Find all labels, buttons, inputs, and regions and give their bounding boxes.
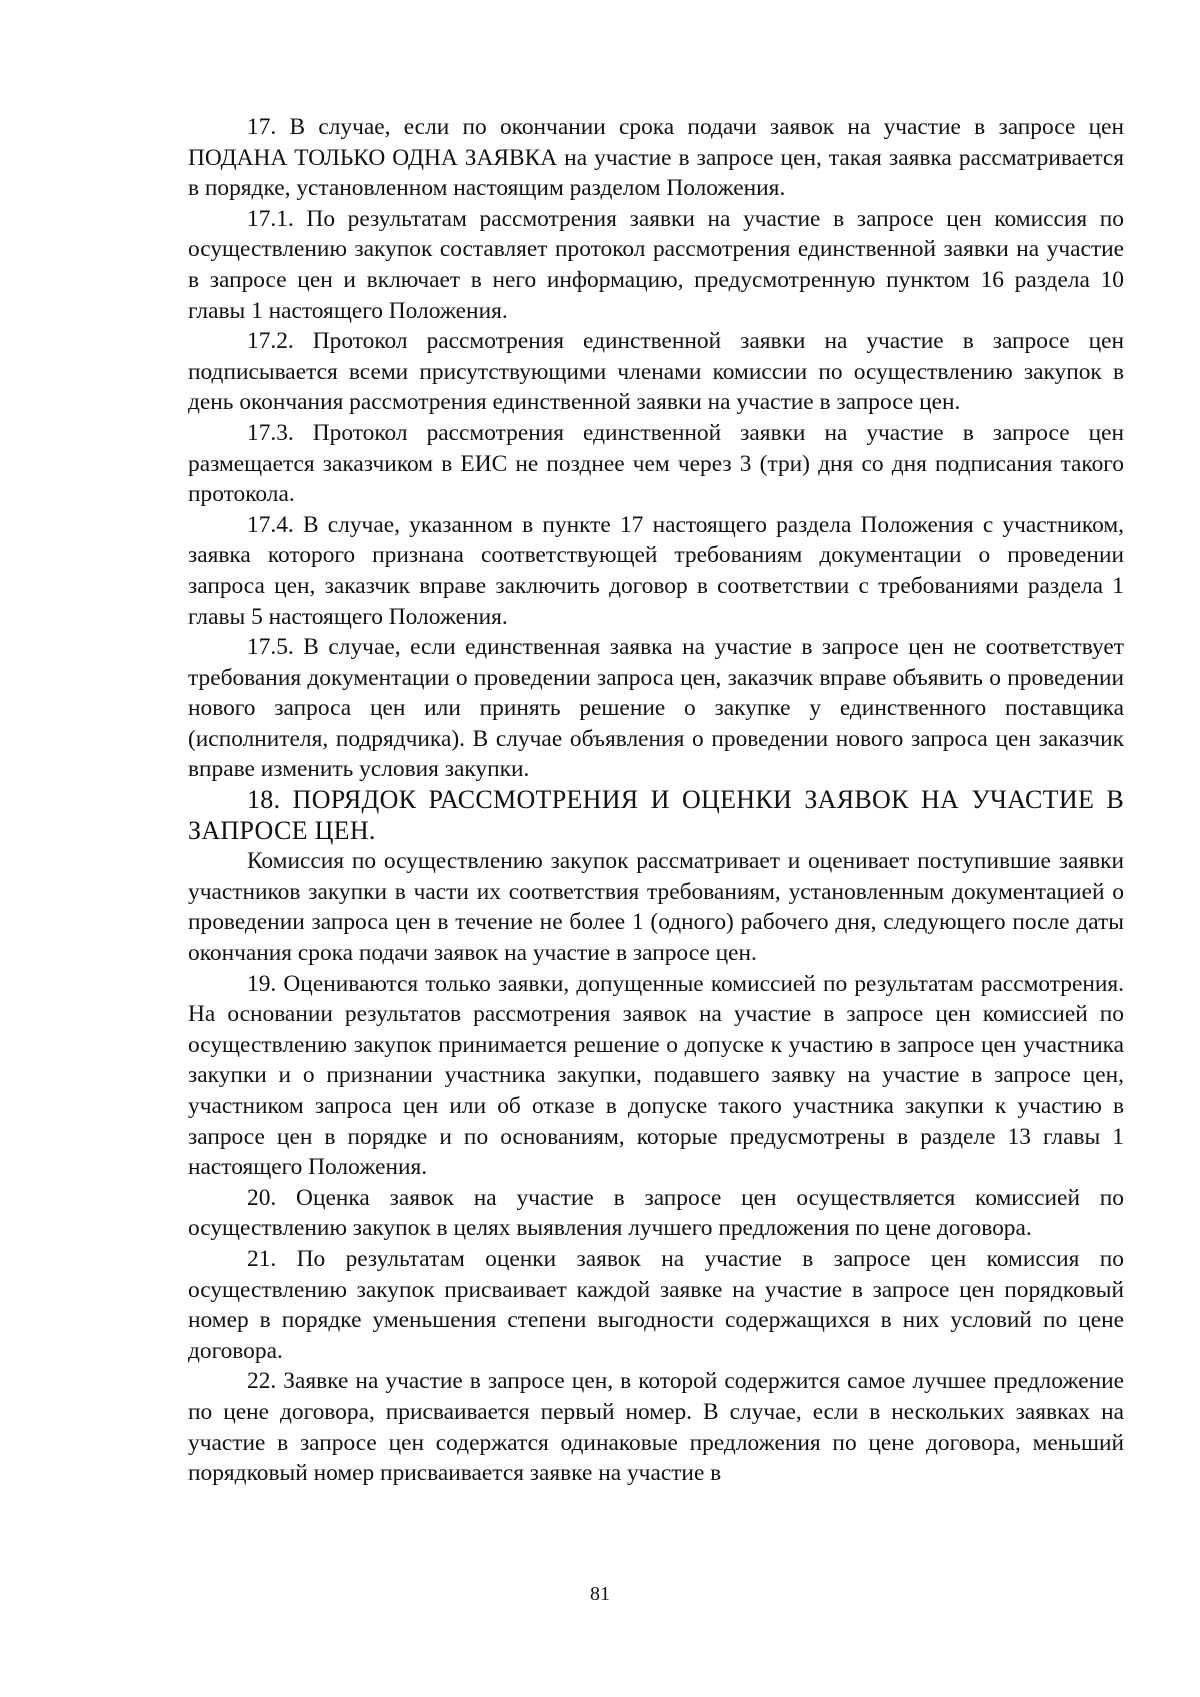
page-number: 81	[590, 1583, 610, 1605]
paragraph-19: 19. Оцениваются только заявки, допущенные комиссией по результатам рассмотрения. На основании результатов рассмотрения заявок на участие в запросе цен комиссией по осуществлению закупок принимается решение о допуске к участию в запросе цен участника закупки и о признании участника закупки, подавшего заявку на участие в запросе цен, участником запроса цен или об отказе в допуске такого участника закупки к участию в запросе цен в порядке и по основаниям, которые предусмотрены в разделе 13 главы 1 настоящего Положения.	[188, 970, 1124, 1181]
document-page	[188, 112, 1124, 1489]
paragraph-22: 22. Заявке на участие в запросе цен, в которой содержится самое лучшее предложение по цене договора, присваивается первый номер. В случае, если в нескольких заявках на участие в запросе цен содержатся одинаковые предложения по цене договора, меньший порядковый номер присваивается заявке на участие в	[188, 1368, 1124, 1487]
paragraph-17-3: 17.3. Протокол рассмотрения единственной заявки на участие в запросе цен размещается заказчиком в ЕИС не позднее чем через 3 (три) дня со дня подписания такого протокола.	[188, 419, 1124, 508]
paragraph-17-2: 17.2. Протокол рассмотрения единственной заявки на участие в запросе цен подписывается всеми присутствующими членами комиссии по осуществлению закупок в день окончания рассмотрения единственной заявки на участие в запросе цен.	[188, 328, 1124, 416]
paragraph-17-4: 17.4. В случае, указанном в пункте 17 настоящего раздела Положения с участником, заявка которого признана соответствующей требованиям документации о проведении запроса цен, заказчик вправе заключить договор в соответствии с требованиями раздела 1 главы 5 настоящего Положения.	[188, 511, 1124, 630]
paragraph-17-1: 17.1. По результатам рассмотрения заявки на участие в запросе цен комиссия по осуществлению закупок составляет протокол рассмотрения единственной заявки на участие в запросе цен и включает в него информацию, предусмотренную пунктом 16 раздела 10 главы 1 настоящего Положения.	[188, 205, 1124, 324]
paragraph-21: 21. По результатам оценки заявок на участие в запросе цен комиссия по осуществлению закупок присваивает каждой заявке на участие в запросе цен порядковый номер в порядке уменьшения степени выгодности содержащихся в них условий по цене договора.	[188, 1245, 1124, 1364]
paragraph-20: 20. Оценка заявок на участие в запросе цен осуществляется комиссией по осуществлению закупок в целях выявления лучшего предложения по цене договора.	[188, 1184, 1124, 1242]
paragraph-17: 17. В случае, если по окончании срока подачи заявок на участие в запросе цен ПОДАНА ТОЛЬКО ОДНА ЗАЯВКА на участие в запросе цен, такая заявка рассматривается в порядке, установленном настоящим разделом Положения.	[188, 114, 1124, 202]
paragraph-17-5: 17.5. В случае, если единственная заявка на участие в запросе цен не соответствует требования документации о проведении запроса цен, заказчик вправе объявить о проведении нового запроса цен или принять решение о закупке у единственного поставщика (исполнителя, подрядчика). В случае объявления о проведении нового запроса цен заказчик вправе изменить условия закупки.	[188, 634, 1124, 783]
section-heading-18: 18. ПОРЯДОК РАССМОТРЕНИЯ И ОЦЕНКИ ЗАЯВОК НА УЧАСТИЕ В ЗАПРОСЕ ЦЕН.	[188, 785, 1124, 845]
paragraph-18-body: Комиссия по осуществлению закупок рассматривает и оценивает поступившие заявки участников закупки в части их соответствия требованиям, установленным документацией о проведении запроса цен в течение не более 1 (одного) рабочего дня, следующего после даты окончания срока подачи заявок на участие в запросе цен.	[188, 848, 1124, 967]
